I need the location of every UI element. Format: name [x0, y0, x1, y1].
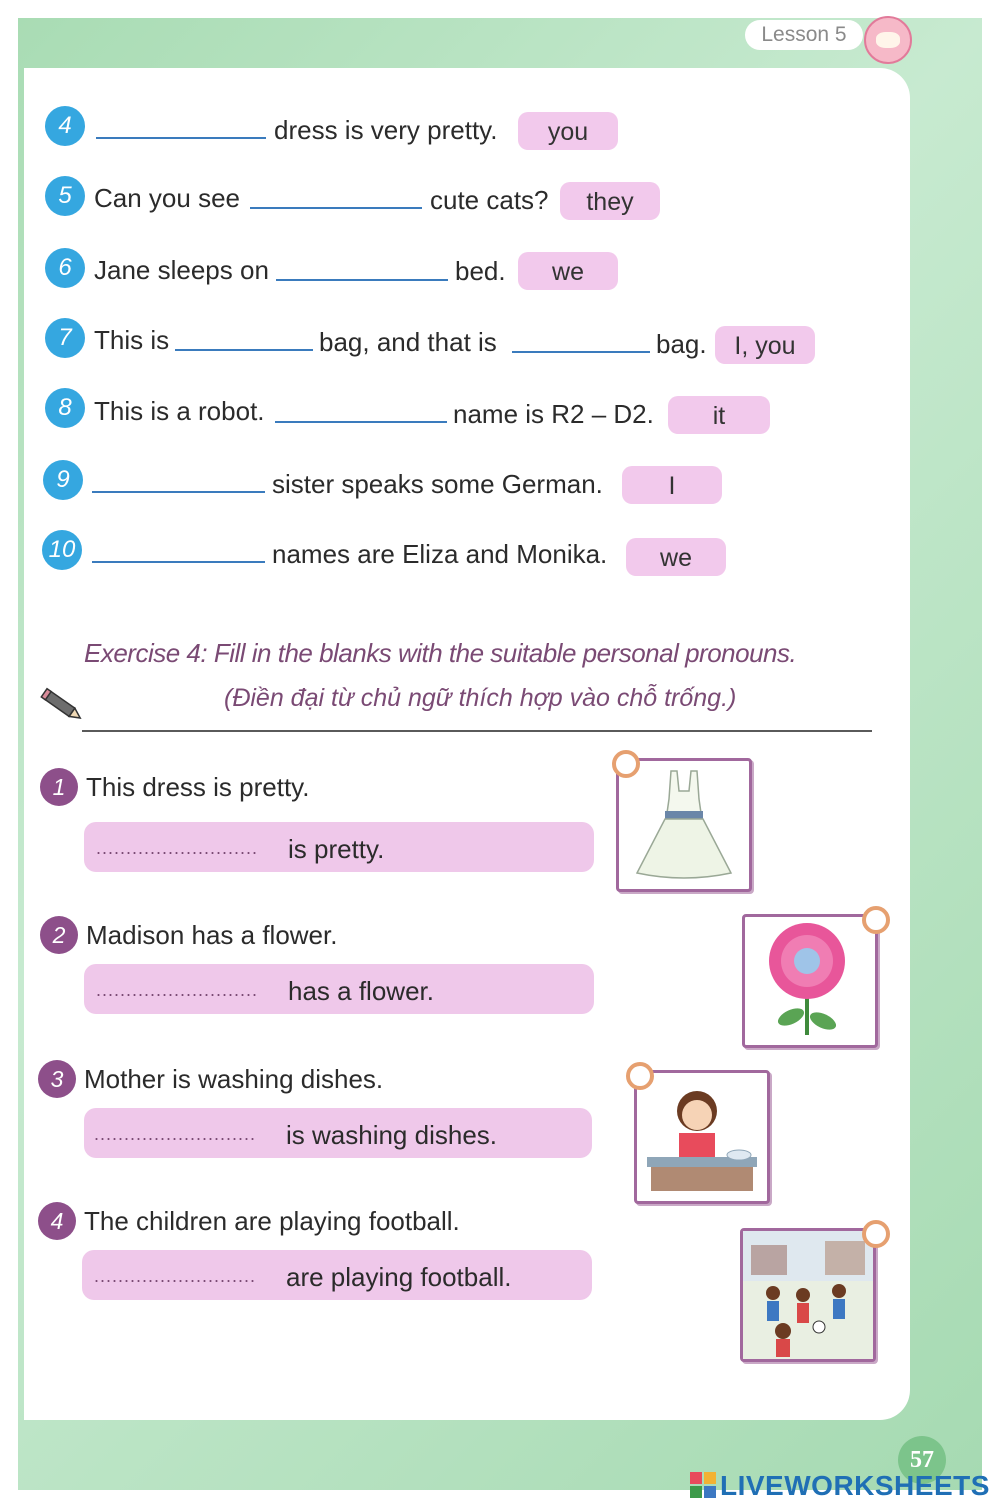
- sentence-rest: are playing football.: [286, 1262, 512, 1292]
- flower-picture: [742, 914, 878, 1048]
- item-number: 7: [45, 318, 85, 358]
- girl-mascot-icon: [864, 16, 912, 64]
- hint-box: they: [560, 182, 660, 220]
- answer-dots[interactable]: ...........................: [94, 1124, 257, 1144]
- answer-blank[interactable]: [175, 348, 313, 351]
- sentence-text: bed.: [455, 256, 506, 286]
- brand-name: LIVEWORKSHEETS: [720, 1470, 990, 1501]
- answer-blank[interactable]: [92, 560, 265, 563]
- answer-blank[interactable]: [275, 420, 447, 423]
- sentence-text: name is R2 – D2.: [453, 399, 654, 429]
- sentence-text: names are Eliza and Monika.: [272, 539, 608, 569]
- sentence-text: sister speaks some German.: [272, 469, 603, 499]
- sentence-text: Madison has a flower.: [86, 920, 338, 950]
- answer-blank[interactable]: [250, 206, 422, 209]
- dress-icon: [619, 761, 749, 889]
- girl-washing-dishes-icon: [637, 1073, 767, 1201]
- divider: [82, 730, 872, 732]
- sentence-text: bag.: [656, 329, 707, 359]
- exercise-subtitle: (Điền đại từ chủ ngữ thích hợp vào chỗ trống.): [224, 684, 737, 712]
- sentence-text: The children are playing football.: [84, 1206, 460, 1236]
- item-number: 2: [40, 916, 78, 954]
- sentence-rest: is washing dishes.: [286, 1120, 497, 1150]
- item-number: 3: [38, 1060, 76, 1098]
- pin-icon: [612, 750, 640, 778]
- sentence-text: bag, and that is: [319, 327, 497, 357]
- pin-icon: [862, 906, 890, 934]
- sentence-text: This is a robot.: [94, 396, 265, 426]
- sentence-text: Jane sleeps on: [94, 255, 269, 285]
- sentence-rest: is pretty.: [288, 834, 385, 864]
- sentence-rest: has a flower.: [288, 976, 434, 1006]
- answer-dots[interactable]: ...........................: [96, 838, 259, 858]
- answer-blank[interactable]: [96, 136, 266, 139]
- answer-blank[interactable]: [512, 350, 650, 353]
- item-number: 4: [45, 106, 85, 146]
- sentence-text: Mother is washing dishes.: [84, 1064, 384, 1094]
- item-number: 1: [40, 768, 78, 806]
- sentence-text: This is: [94, 325, 170, 355]
- answer-blank[interactable]: [92, 490, 265, 493]
- item-number: 8: [45, 388, 85, 428]
- children-football-icon: [743, 1231, 873, 1359]
- hint-box: we: [626, 538, 726, 576]
- item-number: 4: [38, 1202, 76, 1240]
- sentence-text: Can you see: [94, 183, 240, 213]
- pin-icon: [626, 1062, 654, 1090]
- exercise-title: Exercise 4: Fill in the blanks with the suitable personal pronouns.: [84, 638, 797, 668]
- liveworksheets-logo-icon: [690, 1472, 716, 1498]
- hint-box: it: [668, 396, 770, 434]
- item-number: 9: [43, 460, 83, 500]
- answer-dots[interactable]: ...........................: [94, 1266, 257, 1286]
- answer-dots[interactable]: ...........................: [96, 980, 259, 1000]
- sentence-text: cute cats?: [430, 185, 549, 215]
- pencil-icon: [40, 686, 86, 726]
- hint-box: you: [518, 112, 618, 150]
- hint-box: I, you: [715, 326, 815, 364]
- football-picture: [740, 1228, 876, 1362]
- item-number: 10: [42, 530, 82, 570]
- hint-box: we: [518, 252, 618, 290]
- item-number: 5: [45, 176, 85, 216]
- dress-picture: [616, 758, 752, 892]
- answer-blank[interactable]: [276, 278, 448, 281]
- sentence-text: This dress is pretty.: [86, 772, 310, 802]
- lesson-label: Lesson 5: [745, 20, 863, 50]
- pin-icon: [862, 1220, 890, 1248]
- page-number: 57: [898, 1436, 946, 1484]
- washing-dishes-picture: [634, 1070, 770, 1204]
- item-number: 6: [45, 248, 85, 288]
- sentence-text: dress is very pretty.: [274, 115, 498, 145]
- hint-box: I: [622, 466, 722, 504]
- flower-icon: [745, 917, 875, 1045]
